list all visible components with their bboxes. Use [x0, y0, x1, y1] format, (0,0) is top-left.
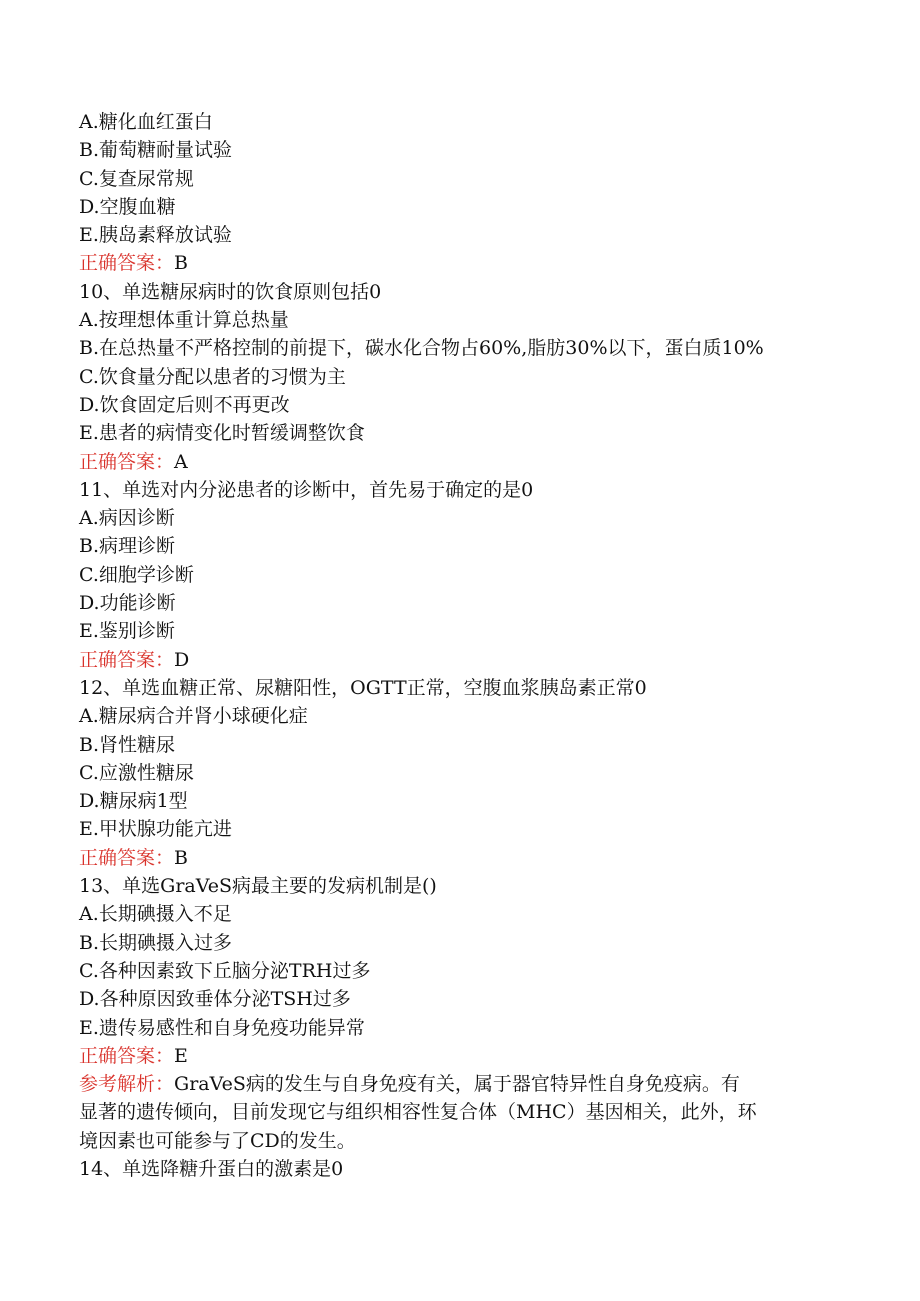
analysis-label: 参考解析： — [79, 1073, 175, 1096]
option-a: A.按理想体重计算总热量 — [79, 309, 289, 332]
option-e: E.遗传易感性和自身免疫功能异常 — [79, 1016, 365, 1039]
question-stem: 11、单选对内分泌患者的诊断中，首先易于确定的是0 — [79, 478, 534, 501]
question-stem: 12、单选血糖正常、尿糖阳性，OGTT正常，空腹血浆胰岛素正常0 — [79, 676, 647, 699]
answer-label: 正确答案： — [79, 648, 175, 671]
answer-line — [79, 844, 839, 872]
option-e: E.甲状腺功能亢进 — [79, 818, 232, 841]
question-13 — [79, 872, 839, 1155]
option-d: D.各种原因致垂体分泌TSH过多 — [79, 988, 351, 1011]
option-b: B.肾性糖尿 — [79, 733, 176, 756]
option-e: E.鉴别诊断 — [79, 620, 175, 643]
answer-label: 正确答案： — [79, 846, 175, 869]
analysis-line-3: 境因素也可能参与了CD的发生。 — [79, 1129, 356, 1152]
analysis-line-2: 显著的遗传倾向，目前发现它与组织相容性复合体（MHC）基因相关，此外，环 — [79, 1101, 757, 1124]
option-a: A.长期碘摄入不足 — [79, 903, 232, 926]
analysis-line-1 — [79, 1070, 839, 1098]
answer-value: E — [174, 1044, 188, 1067]
option-d: D.糖尿病1型 — [79, 790, 188, 813]
option-a: A.糖尿病合并肾小球硬化症 — [79, 705, 308, 728]
question-stem: 10、单选糖尿病时的饮食原则包括0 — [79, 280, 382, 303]
answer-label: 正确答案： — [79, 1044, 175, 1067]
question-10 — [79, 278, 839, 476]
question-14 — [79, 1155, 839, 1183]
answer-value: A — [174, 450, 188, 473]
option-c: C.应激性糖尿 — [79, 761, 194, 784]
answer-line — [79, 448, 839, 476]
option-b: B.长期碘摄入过多 — [79, 931, 233, 954]
option-c: C.复查尿常规 — [79, 167, 194, 190]
option-d: D.饮食固定后则不再更改 — [79, 393, 290, 416]
option-b: B.在总热量不严格控制的前提下，碳水化合物占60%,脂肪30%以下，蛋白质10% — [79, 337, 764, 360]
question-stem: 13、单选GraVeS病最主要的发病机制是() — [79, 875, 437, 898]
answer-line — [79, 1042, 839, 1070]
answer-line — [79, 646, 839, 674]
option-c: C.细胞学诊断 — [79, 563, 194, 586]
option-d: D.功能诊断 — [79, 592, 176, 615]
answer-value: B — [174, 846, 188, 869]
answer-line — [79, 249, 839, 277]
answer-value: B — [174, 252, 188, 275]
analysis-block — [79, 1070, 839, 1155]
answer-value: D — [174, 648, 190, 671]
option-e: E.胰岛素释放试验 — [79, 224, 232, 247]
option-c: C.各种因素致下丘脑分泌TRH过多 — [79, 959, 371, 982]
analysis-text: GraVeS病的发生与自身免疫有关，属于器官特异性自身免疫病。有 — [174, 1073, 740, 1096]
question-12 — [79, 674, 839, 872]
option-c: C.饮食量分配以患者的习惯为主 — [79, 365, 346, 388]
option-b: B.病理诊断 — [79, 535, 176, 558]
answer-label: 正确答案： — [79, 252, 175, 275]
option-e: E.患者的病情变化时暂缓调整饮食 — [79, 422, 365, 445]
question-11 — [79, 476, 839, 674]
option-d: D.空腹血糖 — [79, 195, 176, 218]
question-9 — [79, 108, 839, 278]
option-a: A.病因诊断 — [79, 507, 175, 530]
answer-label: 正确答案： — [79, 450, 175, 473]
document-page — [79, 108, 839, 1183]
option-a: A.糖化血红蛋白 — [79, 111, 213, 133]
option-b: B.葡萄糖耐量试验 — [79, 139, 233, 162]
question-stem: 14、单选降糖升蛋白的激素是0 — [79, 1157, 344, 1180]
